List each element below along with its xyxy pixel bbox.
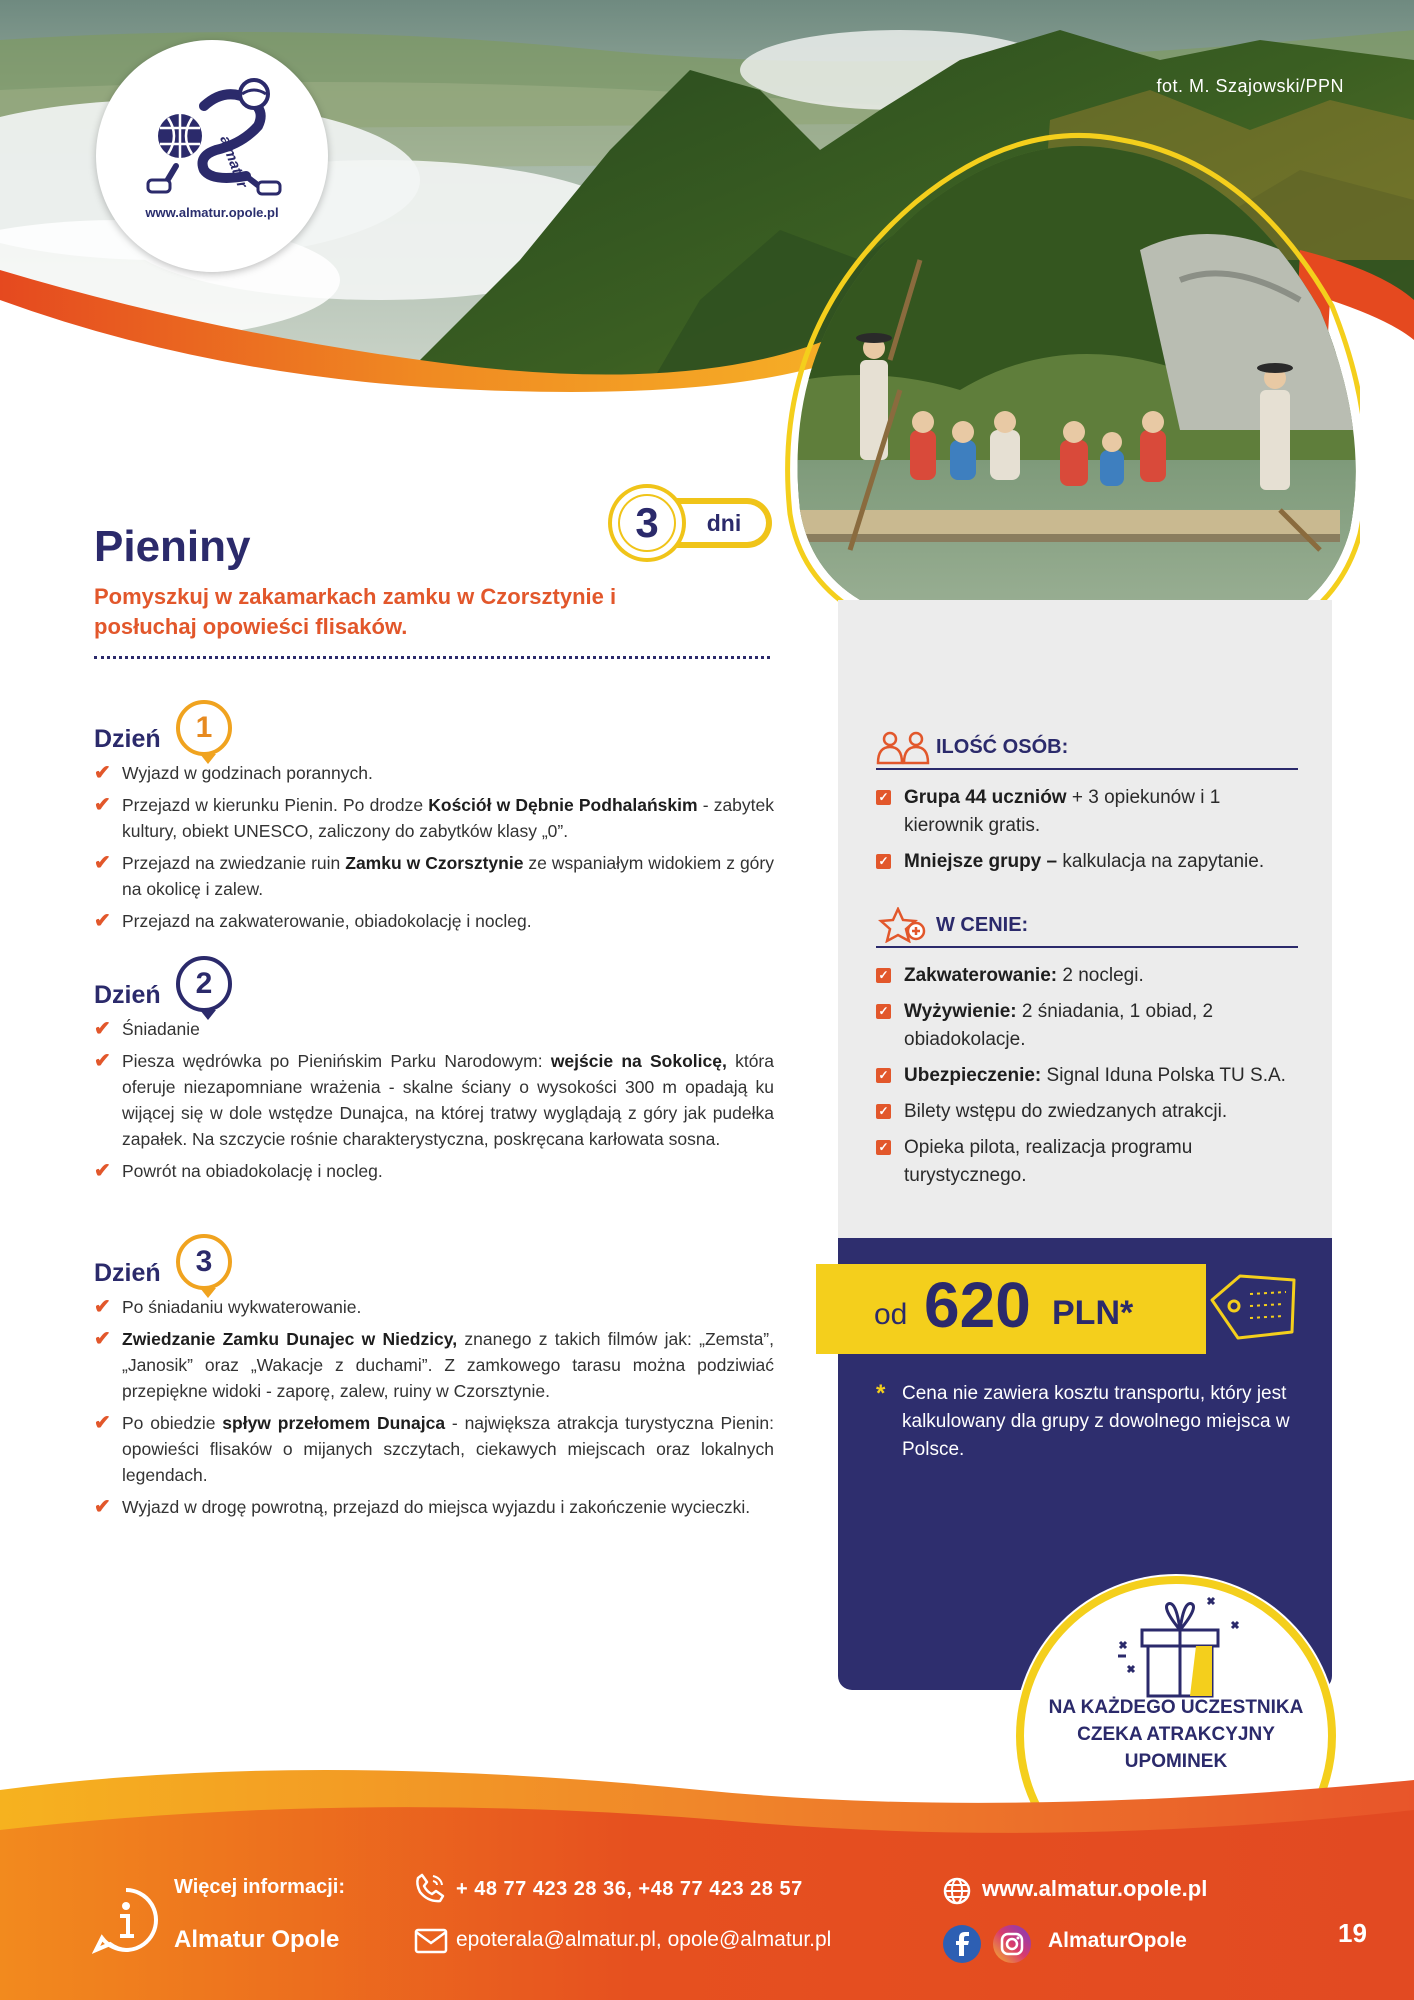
list-item: ✓ Bilety wstępu do zwiedzanych atrakcji. <box>876 1098 1298 1126</box>
day-1-section <box>94 700 774 940</box>
day-2-section <box>94 956 774 1190</box>
footer-phone[interactable]: + 48 77 423 28 36, +48 77 423 28 57 <box>456 1878 803 1900</box>
footer-company: Almatur Opole <box>174 1926 340 1953</box>
price-tag-icon <box>1206 1270 1300 1346</box>
check-box-icon: ✓ <box>876 968 891 983</box>
price-banner <box>816 1264 1206 1354</box>
check-box-icon: ✓ <box>876 1004 891 1019</box>
day-label: Dzień <box>94 1259 161 1287</box>
footer-info-label: Więcej informacji: <box>174 1876 345 1898</box>
list-item: ✔ Po obiedzie spływ przełomem Dunajca - największa atrakcja turystyczna Pienin: opowieści flisaków o mijanych szczytach, ciekawych miejscach oraz lokalnych legendach. <box>94 1412 774 1485</box>
day-number-marker: 2 <box>176 956 232 1012</box>
gift-icon <box>1104 1586 1254 1706</box>
price-currency: PLN* <box>1052 1294 1134 1332</box>
check-box-icon: ✓ <box>876 1104 891 1119</box>
globe-icon <box>942 1876 972 1906</box>
check-icon: ✔ <box>94 1296 111 1318</box>
duration-number: 3 <box>620 496 674 550</box>
list-item: ✓ Ubezpieczenie: Signal Iduna Polska TU S.A. <box>876 1062 1298 1090</box>
check-icon: ✔ <box>94 1496 111 1518</box>
instagram-icon[interactable] <box>992 1924 1032 1964</box>
check-box-icon: ✓ <box>876 1068 891 1083</box>
list-item: ✔ Przejazd na zakwaterowanie, obiadokolację i nocleg. <box>94 910 532 932</box>
list-item: ✔ Wyjazd w drogę powrotną, przejazd do miejsca wyjazdu i zakończenie wycieczki. <box>94 1496 751 1518</box>
footer-email[interactable]: epoterala@almatur.pl, opole@almatur.pl <box>456 1928 832 1951</box>
list-item: ✔ Piesza wędrówka po Pienińskim Parku Narodowym: wejście na Sokolicę, która oferuje niezapomniane wrażenia - skalne ściany o wysokości 300 m opadają ku wijącej się w dole wstędze Dunajca, na której tratwy wyglądają z góry jak pudełka zapałek. Na szczycie rośnie charakterystyczna, poskręcana karłowata sosna. <box>94 1050 774 1149</box>
info-icon <box>92 1886 160 1954</box>
day-2-list <box>94 1016 774 1184</box>
list-item: ✔ Śniadanie <box>94 1018 200 1040</box>
list-item: ✔ Wyjazd w godzinach porannych. <box>94 762 373 784</box>
asterisk-icon: * <box>876 1380 886 1407</box>
footer-social-handle[interactable]: AlmaturOpole <box>1048 1929 1187 1952</box>
star-tag-icon <box>876 907 932 943</box>
included-section <box>876 904 1298 1198</box>
list-item: ✔ Zwiedzanie Zamku Dunajec w Niedzicy, znanego z takich filmów jak: „Zemsta”, „Janosik” oraz „Wakacje z duchami”. Z zamkowego tarasu można podziwiać przepiękne widoki - zaporę, zalew, ruiny w Czorsztynie. <box>94 1328 774 1401</box>
phone-icon <box>414 1872 446 1904</box>
list-item: ✓ Opieka pilota, realizacja programu turystycznego. <box>876 1134 1298 1190</box>
almatur-logo[interactable] <box>96 40 328 272</box>
gift-text: NA KAŻDEGO UCZESTNIKA CZEKA ATRAKCYJNY UPOMINEK <box>1048 1697 1304 1772</box>
persons-heading: ILOŚĆ OSÓB: <box>936 735 1069 758</box>
day-label: Dzień <box>94 725 161 753</box>
check-box-icon: ✓ <box>876 1140 891 1155</box>
page-number: 19 <box>1338 1918 1367 1948</box>
day-1-list <box>94 760 774 934</box>
list-item: ✔ Przejazd na zwiedzanie ruin Zamku w Czorsztynie ze wspaniałym widokiem z góry na okolicę i zalew. <box>94 852 774 899</box>
check-icon: ✔ <box>94 1160 111 1182</box>
duration-badge <box>612 488 774 558</box>
list-item: ✓ Grupa 44 uczniów + 3 opiekunów i 1 kierownik gratis. <box>876 784 1298 840</box>
mail-icon <box>414 1928 448 1954</box>
page-title: Pieniny <box>94 522 251 571</box>
list-item: ✔ Przejazd w kierunku Pienin. Po drodze Kościół w Dębnie Podhalańskim - zabytek kultury, obiekt UNESCO, zaliczony do zabytków klasy „0”. <box>94 794 774 841</box>
day-number-marker: 3 <box>176 1234 232 1290</box>
page-subtitle: Pomyszkuj w zakamarkach zamku w Czorsztynie i posłuchaj opowieści flisaków. <box>94 584 617 639</box>
check-icon: ✔ <box>94 1328 111 1350</box>
check-icon: ✔ <box>94 1018 111 1040</box>
title-divider <box>94 656 770 659</box>
check-icon: ✔ <box>94 1412 111 1434</box>
included-heading: W CENIE: <box>936 913 1029 936</box>
price-amount: 620 <box>924 1269 1031 1341</box>
day-label: Dzień <box>94 981 161 1009</box>
check-icon: ✔ <box>94 1050 111 1072</box>
day-3-list <box>94 1294 774 1520</box>
day-number-marker: 1 <box>176 700 232 756</box>
check-icon: ✔ <box>94 762 111 784</box>
svg-text:almatur: almatur <box>216 133 251 191</box>
footer-website[interactable]: www.almatur.opole.pl <box>982 1876 1208 1901</box>
facebook-icon[interactable] <box>942 1924 982 1964</box>
persons-section <box>876 726 1298 884</box>
list-item: ✓ Zakwaterowanie: 2 noclegi. <box>876 962 1298 990</box>
duration-unit: dni <box>666 504 766 542</box>
check-icon: ✔ <box>94 852 111 874</box>
people-icon <box>876 729 932 765</box>
check-icon: ✔ <box>94 794 111 816</box>
day-3-section <box>94 1234 774 1526</box>
list-item: ✓ Wyżywienie: 2 śniadania, 1 obiad, 2 obiadokolacje. <box>876 998 1298 1054</box>
price-prefix: od <box>874 1298 908 1331</box>
price-note: * Cena nie zawiera kosztu transportu, który jest kalkulowany dla grupy z dowolnego miejsca w Polsce. <box>876 1380 1290 1460</box>
check-icon: ✔ <box>94 910 111 932</box>
logo-globe-icon <box>146 66 282 206</box>
check-box-icon: ✓ <box>876 790 891 805</box>
photo-credit: fot. M. Szajowski/PPN <box>1156 76 1344 96</box>
check-box-icon: ✓ <box>876 854 891 869</box>
list-item: ✔ Po śniadaniu wykwaterowanie. <box>94 1296 362 1318</box>
list-item: ✓ Mniejsze grupy – kalkulacja na zapytanie. <box>876 848 1298 876</box>
logo-url: www.almatur.opole.pl <box>145 205 279 220</box>
list-item: ✔ Powrót na obiadokolację i nocleg. <box>94 1160 383 1182</box>
